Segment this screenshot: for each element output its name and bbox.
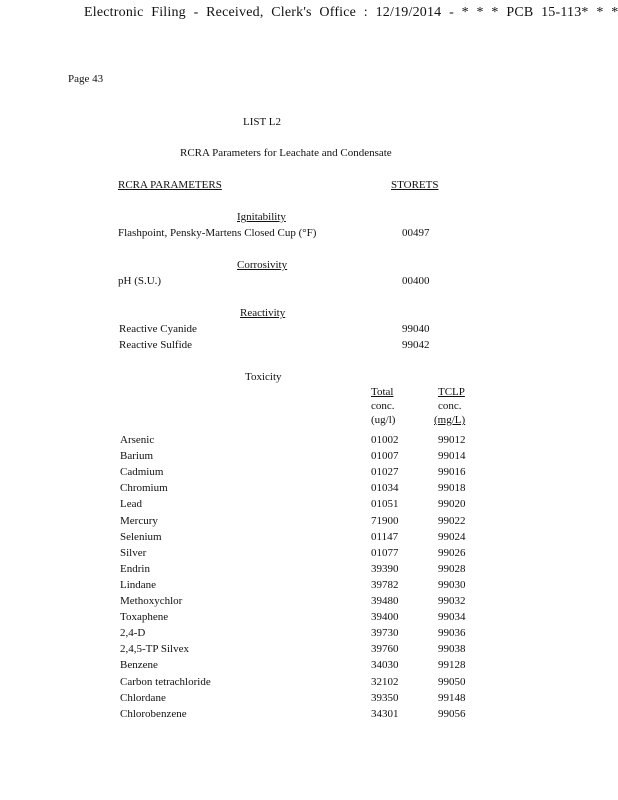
toxicity-tclp-code: 99148 (438, 691, 466, 704)
toxicity-tclp-code: 99018 (438, 482, 466, 495)
toxicity-param-name: Lindane (120, 578, 157, 591)
tox-col-total-line2: conc. (371, 400, 395, 412)
toxicity-total-code: 01147 (371, 530, 399, 543)
toxicity-total-code: 39730 (371, 627, 399, 640)
toxicity-param-name: Cadmium (120, 466, 164, 479)
toxicity-total-code: 01002 (371, 434, 399, 446)
param-storet-code: 00400 (402, 275, 430, 287)
toxicity-row (0, 434, 618, 450)
toxicity-tclp-code: 99032 (438, 595, 466, 607)
toxicity-row (0, 579, 618, 595)
param-storet-code: 99042 (402, 339, 430, 351)
toxicity-row (0, 466, 618, 482)
tox-col-total-line1: Total (371, 386, 394, 398)
toxicity-total-code: 01077 (371, 546, 399, 559)
toxicity-row (0, 676, 618, 692)
toxicity-row (0, 627, 618, 643)
toxicity-param-name: Silver (120, 546, 147, 559)
toxicity-tclp-code: 99128 (438, 659, 466, 672)
filing-stamp-header: Electronic Filing - Received, Clerk's Office : 12/19/2014 - * * * PCB 15-113* * * (84, 5, 618, 20)
toxicity-tclp-code: 99016 (438, 466, 466, 479)
toxicity-row (0, 515, 618, 531)
toxicity-total-code: 39480 (371, 595, 399, 607)
toxicity-total-code: 34301 (371, 707, 399, 720)
toxicity-total-code: 71900 (371, 514, 399, 527)
toxicity-row (0, 482, 618, 498)
tox-col-total-line3: (ug/l) (371, 414, 396, 426)
toxicity-tclp-code: 99034 (438, 611, 466, 624)
toxicity-param-name: Endrin (120, 562, 150, 575)
toxicity-row (0, 643, 618, 659)
param-storet-code: 99040 (402, 323, 430, 335)
toxicity-tclp-code: 99050 (438, 675, 466, 688)
toxicity-total-code: 01034 (371, 482, 399, 495)
toxicity-param-name: Barium (120, 450, 153, 463)
toxicity-total-code: 39760 (371, 643, 399, 656)
param-name: Flashpoint, Pensky-Martens Closed Cup (°F) (118, 227, 317, 239)
toxicity-row (0, 547, 618, 563)
toxicity-param-name: Selenium (120, 530, 162, 543)
section-heading-toxicity: Toxicity (245, 371, 282, 383)
toxicity-total-code: 39390 (371, 562, 399, 575)
toxicity-param-name: Chromium (120, 482, 168, 495)
toxicity-row (0, 692, 618, 708)
toxicity-param-name: 2,4,5-TP Silvex (120, 643, 189, 656)
toxicity-total-code: 01051 (371, 498, 399, 511)
toxicity-tclp-code: 99024 (438, 530, 466, 543)
section-heading-ignitability: Ignitability (237, 211, 286, 223)
toxicity-row (0, 450, 618, 466)
param-name: Reactive Sulfide (119, 339, 193, 351)
toxicity-tclp-code: 99056 (438, 707, 466, 720)
toxicity-total-code: 01027 (371, 466, 399, 479)
toxicity-param-name: Benzene (120, 659, 158, 672)
toxicity-tclp-code: 99036 (438, 627, 466, 640)
toxicity-total-code: 39782 (371, 578, 399, 591)
toxicity-tclp-code: 99028 (438, 562, 466, 575)
page-number: Page 43 (68, 73, 104, 85)
toxicity-row (0, 659, 618, 675)
toxicity-total-code: 01007 (371, 450, 399, 463)
param-name: Reactive Cyanide (119, 323, 197, 335)
list-title: LIST L2 (243, 116, 281, 128)
param-name: pH (S.U.) (118, 275, 162, 287)
toxicity-total-code: 32102 (371, 675, 399, 688)
toxicity-param-name: Carbon tetrachloride (120, 675, 211, 688)
column-header-storets: STORETS (391, 179, 439, 191)
toxicity-tclp-code: 99014 (438, 450, 466, 463)
toxicity-tclp-code: 99038 (438, 643, 466, 656)
toxicity-param-name: Methoxychlor (120, 595, 183, 607)
toxicity-row (0, 531, 618, 547)
toxicity-row (0, 611, 618, 627)
toxicity-param-name: Mercury (120, 514, 158, 527)
section-heading-corrosivity: Corrosivity (237, 259, 288, 271)
section-heading-reactivity: Reactivity (240, 307, 286, 319)
document-subtitle: RCRA Parameters for Leachate and Condensate (180, 147, 392, 159)
toxicity-param-name: 2,4-D (120, 627, 146, 640)
column-header-parameters: RCRA PARAMETERS (118, 179, 222, 191)
toxicity-param-name: Lead (120, 498, 142, 511)
toxicity-total-code: 39350 (371, 691, 399, 704)
tox-col-tclp-line2: conc. (438, 400, 462, 412)
toxicity-param-name: Arsenic (120, 434, 155, 446)
toxicity-tclp-code: 99012 (438, 434, 466, 446)
tox-col-tclp-line3: (mg/L) (434, 414, 466, 426)
toxicity-total-code: 39400 (371, 611, 399, 624)
toxicity-tclp-code: 99022 (438, 514, 466, 527)
toxicity-row (0, 595, 618, 611)
param-storet-code: 00497 (402, 227, 430, 239)
toxicity-total-code: 34030 (371, 659, 399, 672)
tox-col-tclp-line1: TCLP (438, 386, 465, 398)
toxicity-tclp-code: 99030 (438, 578, 466, 591)
toxicity-param-name: Chlorobenzene (120, 707, 187, 720)
toxicity-param-name: Chlordane (120, 691, 166, 704)
toxicity-row (0, 498, 618, 514)
toxicity-tclp-code: 99020 (438, 498, 466, 511)
toxicity-tclp-code: 99026 (438, 546, 466, 559)
toxicity-param-name: Toxaphene (120, 611, 169, 624)
toxicity-row (0, 708, 618, 724)
toxicity-row (0, 563, 618, 579)
